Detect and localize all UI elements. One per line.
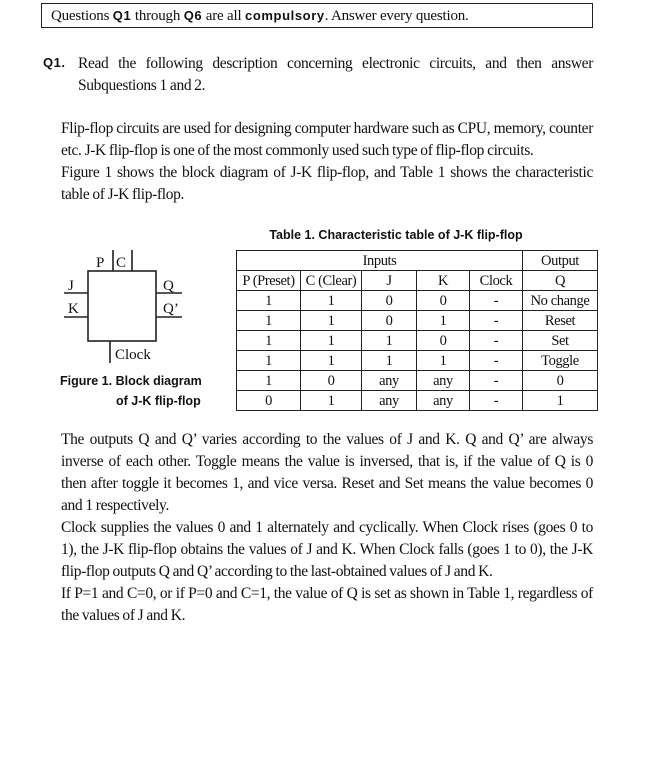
body-line-2: etc. J-K flip-flop is one of the most commonly used such type of flip-flop circuits. (61, 142, 534, 159)
table-row (237, 331, 598, 351)
cell: 0 (301, 371, 362, 391)
banner-pre: Questions (51, 8, 113, 24)
figure-caption-line-1: Figure 1. Block diagram (60, 374, 202, 388)
cell: 0 (362, 291, 417, 311)
outputs-line-4: and 1 respectively. (61, 497, 169, 514)
cell: 1 (362, 331, 417, 351)
table-column-header-row (237, 271, 598, 291)
cell: 1 (417, 311, 470, 331)
cell: No change (523, 291, 598, 311)
body-line-4: table of J-K flip-flop. (61, 186, 185, 203)
col-j: J (362, 271, 417, 291)
intro-line-2: Subquestions 1 and 2. (78, 77, 206, 94)
cell: - (470, 311, 523, 331)
cell: any (362, 371, 417, 391)
col-clear: C (Clear) (301, 271, 362, 291)
cell: 1 (237, 331, 301, 351)
cell: 1 (301, 311, 362, 331)
outputs-paragraph (61, 429, 593, 627)
cell: any (417, 391, 470, 411)
table-row (237, 391, 598, 411)
outputs-line-6: 1), the J-K flip-flop obtains the values of J and K. When Clock falls (goes 1 to 0), the J-K (61, 541, 593, 558)
cell: 1 (417, 351, 470, 371)
outputs-line-2: inverse of each other. Toggle means the value is inversed, that is, if the value of Q is 0 (61, 453, 593, 470)
instructions-banner (41, 3, 593, 28)
cell: any (362, 391, 417, 411)
outputs-line-3: then after toggle it becomes 1, and vice versa. Reset and Set means the value becomes 0 (61, 475, 593, 492)
cell: - (470, 291, 523, 311)
flip-flop-box (88, 271, 156, 341)
body-paragraph (61, 118, 593, 206)
label-q: Q (163, 278, 174, 294)
figure-caption-line-2: of J-K flip-flop (116, 394, 201, 408)
cell: 1 (523, 391, 598, 411)
group-output: Output (523, 251, 598, 271)
cell: Set (523, 331, 598, 351)
banner-post: . Answer every question. (324, 8, 469, 24)
cell: 0 (417, 291, 470, 311)
cell: 0 (237, 391, 301, 411)
label-p: P (96, 255, 105, 271)
cell: 1 (237, 371, 301, 391)
cell: - (470, 331, 523, 351)
outputs-line-1: The outputs Q and Q’ varies according to the values of J and K. Q and Q’ are always (61, 431, 593, 448)
cell: 1 (237, 351, 301, 371)
intro-line-1: Read the following description concerning electronic circuits, and then answer (78, 55, 593, 72)
cell: - (470, 371, 523, 391)
table-title: Table 1. Characteristic table of J-K flip-flop (269, 228, 523, 242)
table-row (237, 351, 598, 371)
cell: 1 (362, 351, 417, 371)
banner-q-last: Q6 (183, 8, 203, 23)
cell: 1 (301, 351, 362, 371)
label-c: C (116, 255, 127, 271)
cell: 0 (417, 331, 470, 351)
table-row (237, 371, 598, 391)
cell: 0 (362, 311, 417, 331)
cell: any (417, 371, 470, 391)
body-line-1: Flip-flop circuits are used for designing computer hardware such as CPU, memory, counter (61, 120, 593, 137)
col-q: Q (523, 271, 598, 291)
cell: 1 (301, 331, 362, 351)
banner-mid: through (131, 8, 184, 24)
outputs-line-5: Clock supplies the values 0 and 1 alternately and cyclically. When Clock rises (goes 0 to (61, 519, 593, 536)
label-k: K (68, 301, 79, 317)
banner-emphasis: compulsory (245, 8, 325, 23)
cell: 1 (301, 291, 362, 311)
cell: 1 (301, 391, 362, 411)
outputs-line-8: If P=1 and C=0, or if P=0 and C=1, the value of Q is set as shown in Table 1, regardless of (61, 585, 593, 602)
table-group-header-row (237, 251, 598, 271)
banner-mid2: are all (202, 8, 245, 24)
outputs-line-7: flip-flop outputs Q and Q’ according to the last-obtained values of J and K. (61, 563, 493, 580)
cell: 1 (237, 311, 301, 331)
characteristic-table (236, 250, 598, 411)
cell: - (470, 351, 523, 371)
outputs-line-9: the values of J and K. (61, 607, 186, 624)
label-qprime: Q’ (163, 301, 179, 317)
label-clock: Clock (115, 347, 151, 363)
group-inputs: Inputs (237, 251, 523, 271)
banner-q-first: Q1 (112, 8, 132, 23)
cell: 0 (523, 371, 598, 391)
label-j: J (68, 278, 74, 294)
question-intro (78, 53, 593, 97)
table-row (237, 311, 598, 331)
table-row (237, 291, 598, 311)
question-number: Q1. (43, 55, 66, 70)
col-preset: P (Preset) (237, 271, 301, 291)
col-clock: Clock (470, 271, 523, 291)
col-k: K (417, 271, 470, 291)
cell: Toggle (523, 351, 598, 371)
cell: - (470, 391, 523, 411)
cell: Reset (523, 311, 598, 331)
figure-caption (60, 371, 202, 411)
cell: 1 (237, 291, 301, 311)
body-line-3: Figure 1 shows the block diagram of J-K flip-flop, and Table 1 shows the characteristic (61, 164, 593, 181)
